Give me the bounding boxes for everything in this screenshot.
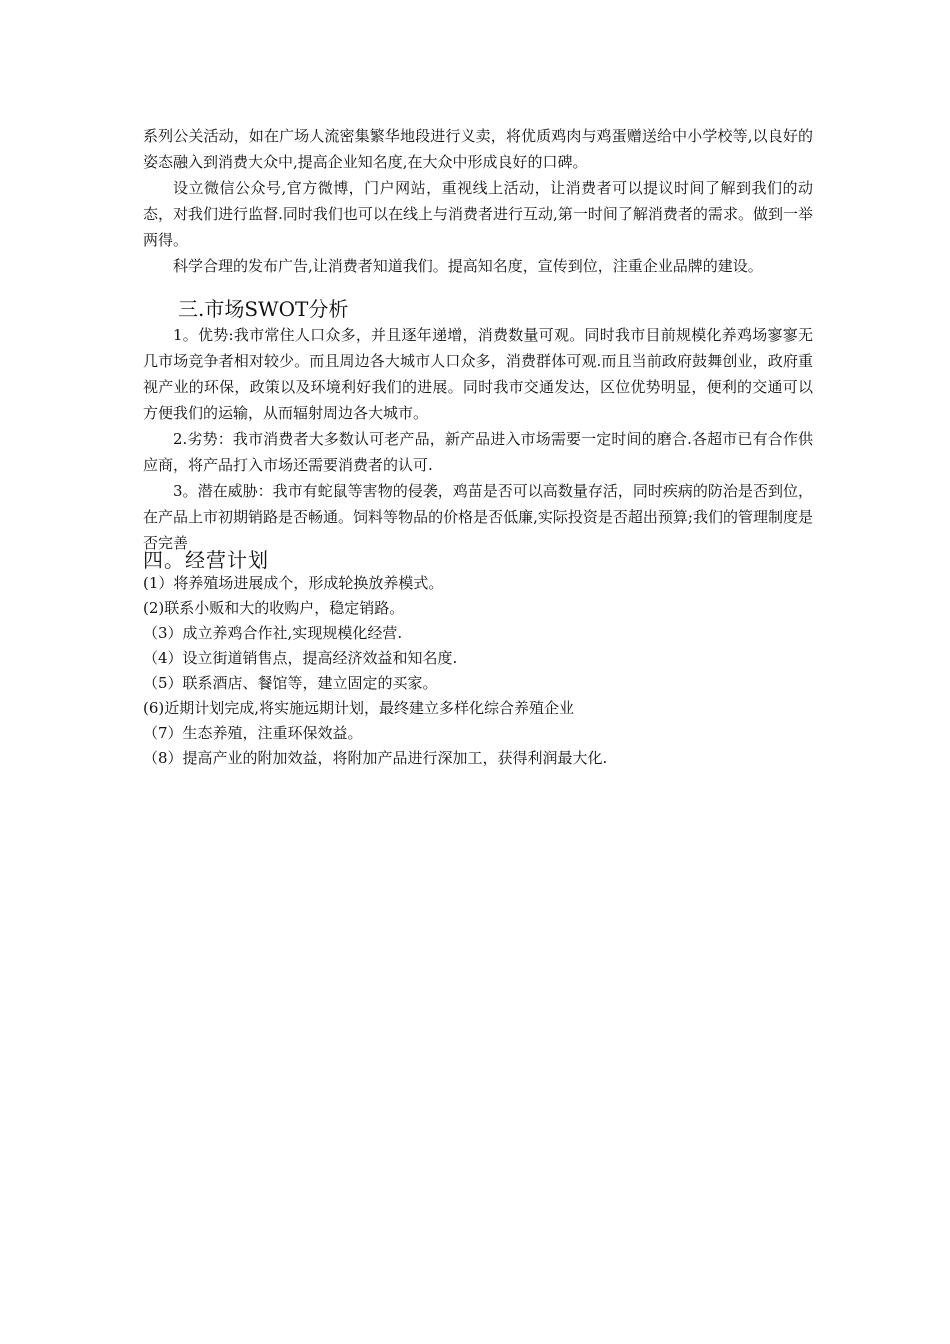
business-plan-list [143,571,813,771]
intro-paragraph: 科学合理的发布广告,让消费者知道我们。提高知名度，宣传到位，注重企业品牌的建设。 [173,257,763,275]
intro-section [143,123,813,279]
swot-section [143,322,813,556]
swot-threats-paragraph: 3。潜在威胁：我市有蛇鼠等害物的侵袭，鸡苗是否可以高数量存活，同时疾病的防治是否到位，在产品上市初期销路是否畅通。饲料等物品的价格是否低廉,实际投资是否超出预算;我们的管理制度是否完善 [143,482,813,552]
section-heading-business-plan: 四。经营计划 [143,548,269,572]
list-item: (2)联系小贩和大的收购户，稳定销路。 [143,599,405,617]
list-item: （8）提高产业的附加效益，将附加产品进行深加工，获得利润最大化. [143,749,608,767]
list-item: （7）生态养殖，注重环保效益。 [143,724,363,742]
swot-strengths-paragraph: 1。优势:我市常住人口众多，并且逐年递增，消费数量可观。同时我市目前规模化养鸡场寥寥无几市场竞争者相对较少。而且周边各大城市人口众多，消费群体可观.而且当前政府鼓舞创业，政府重视产业的环保，政策以及环境利好我们的进展。同时我市交通发达，区位优势明显，便利的交通可以方便我们的运输，从而辐射周边各大城市。 [143,326,813,422]
intro-paragraph: 设立微信公众号,官方微博，门户网站，重视线上活动，让消费者可以提议时间了解到我们的动态，对我们进行监督.同时我们也可以在线上与消费者进行互动,第一时间了解消费者的需求。做到一举两得。 [143,179,813,249]
swot-weaknesses-paragraph: 2.劣势：我市消费者大多数认可老产品，新产品进入市场需要一定时间的磨合.各超市已有合作供应商，将产品打入市场还需要消费者的认可. [143,430,813,474]
list-item: （3）成立养鸡合作社,实现规模化经营. [143,624,403,642]
section-heading-swot: 三.市场SWOT分析 [178,297,349,321]
list-item: （4）设立街道销售点，提高经济效益和知名度. [143,649,458,667]
list-item: (6)近期计划完成,将实施远期计划，最终建立多样化综合养殖企业 [143,699,575,717]
list-item: (1）将养殖场进展成个，形成轮换放养模式。 [143,574,444,592]
intro-paragraph: 系列公关活动，如在广场人流密集繁华地段进行义卖，将优质鸡肉与鸡蛋赠送给中小学校等,以良好的姿态融入到消费大众中,提高企业知名度,在大众中形成良好的口碑。 [143,127,813,171]
list-item: （5）联系酒店、餐馆等，建立固定的买家。 [143,674,438,692]
